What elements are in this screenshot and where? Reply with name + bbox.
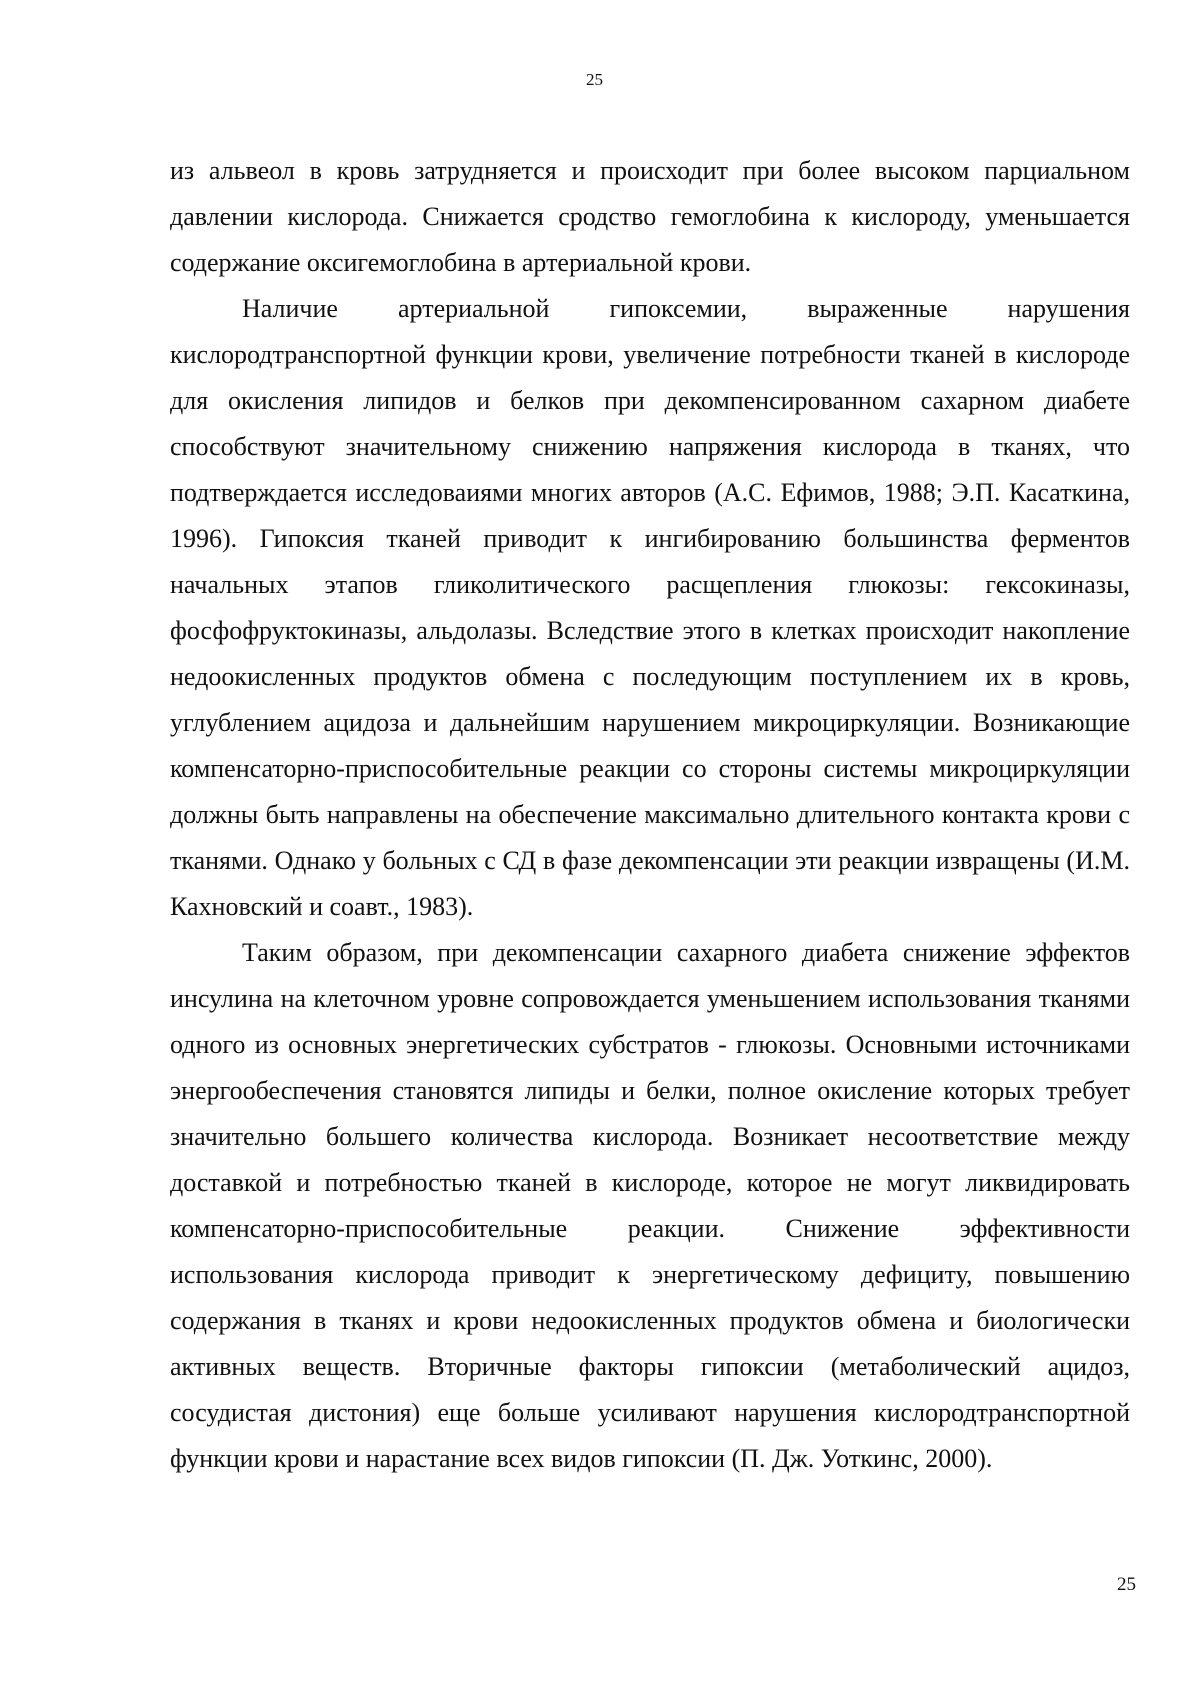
- page-number-footer: 25: [1117, 1574, 1136, 1595]
- paragraph-hypoxemia: Наличие артериальной гипоксемии, выраженные нарушения кислородтранспортной функции крови, увеличение потребности тканей в кислороде для окисления липидов и белков при декомпенсированном сахарном диабете способствуют значительному снижению напряжения кислорода в тканях, что подтверждается исследоваиями многих авторов (А.С. Ефимов, 1988; Э.П. Касаткина, 1996). Гипоксия тканей приводит к ингибированию большинства ферментов начальных этапов гликолитического расщепления глюкозы: гексокиназы, фосфофруктокиназы, альдолазы. Вследствие этого в клетках происходит накопление недоокисленных продуктов обмена с последующим поступлением их в кровь, углублением ацидоза и дальнейшим нарушением микроциркуляции. Возникающие компенсаторно-приспособительные реакции со стороны системы микроциркуляции должны быть направлены на обеспечение максимально длительного контакта крови с тканями. Однако у больных с СД в фазе декомпенсации эти реакции извращены (И.М. Кахновский и соавт., 1983).: [170, 294, 1130, 921]
- document-body: [170, 148, 1130, 1482]
- page-number-header: 25: [586, 70, 603, 89]
- paragraph-conclusion: Таким образом, при декомпенсации сахарного диабета снижение эффектов инсулина на клеточном уровне сопровождается уменьшением использования тканями одного из основных энергетических субстратов - глюкозы. Основными источниками энергообеспечения становятся липиды и белки, полное окисление которых требует значительно большего количества кислорода. Возникает несоответствие между доставкой и потребностью тканей в кислороде, которое не могут ликвидировать компенсаторно-приспособительные реакции. Снижение эффективности использования кислорода приводит к энергетическому дефициту, повышению содержания в тканях и крови недоокисленных продуктов обмена и биологически активных веществ. Вторичные факторы гипоксии (метаболический ацидоз, сосудистая дистония) еще больше усиливают нарушения кислородтранспортной функции крови и нарастание всех видов гипоксии (П. Дж. Уоткинс, 2000).: [170, 938, 1130, 1473]
- paragraph-continuation: из альвеол в кровь затрудняется и происходит при более высоком парциальном давлении кислорода. Снижается сродство гемоглобина к кислороду, уменьшается содержание оксигемоглобина в артериальной крови.: [170, 156, 1130, 277]
